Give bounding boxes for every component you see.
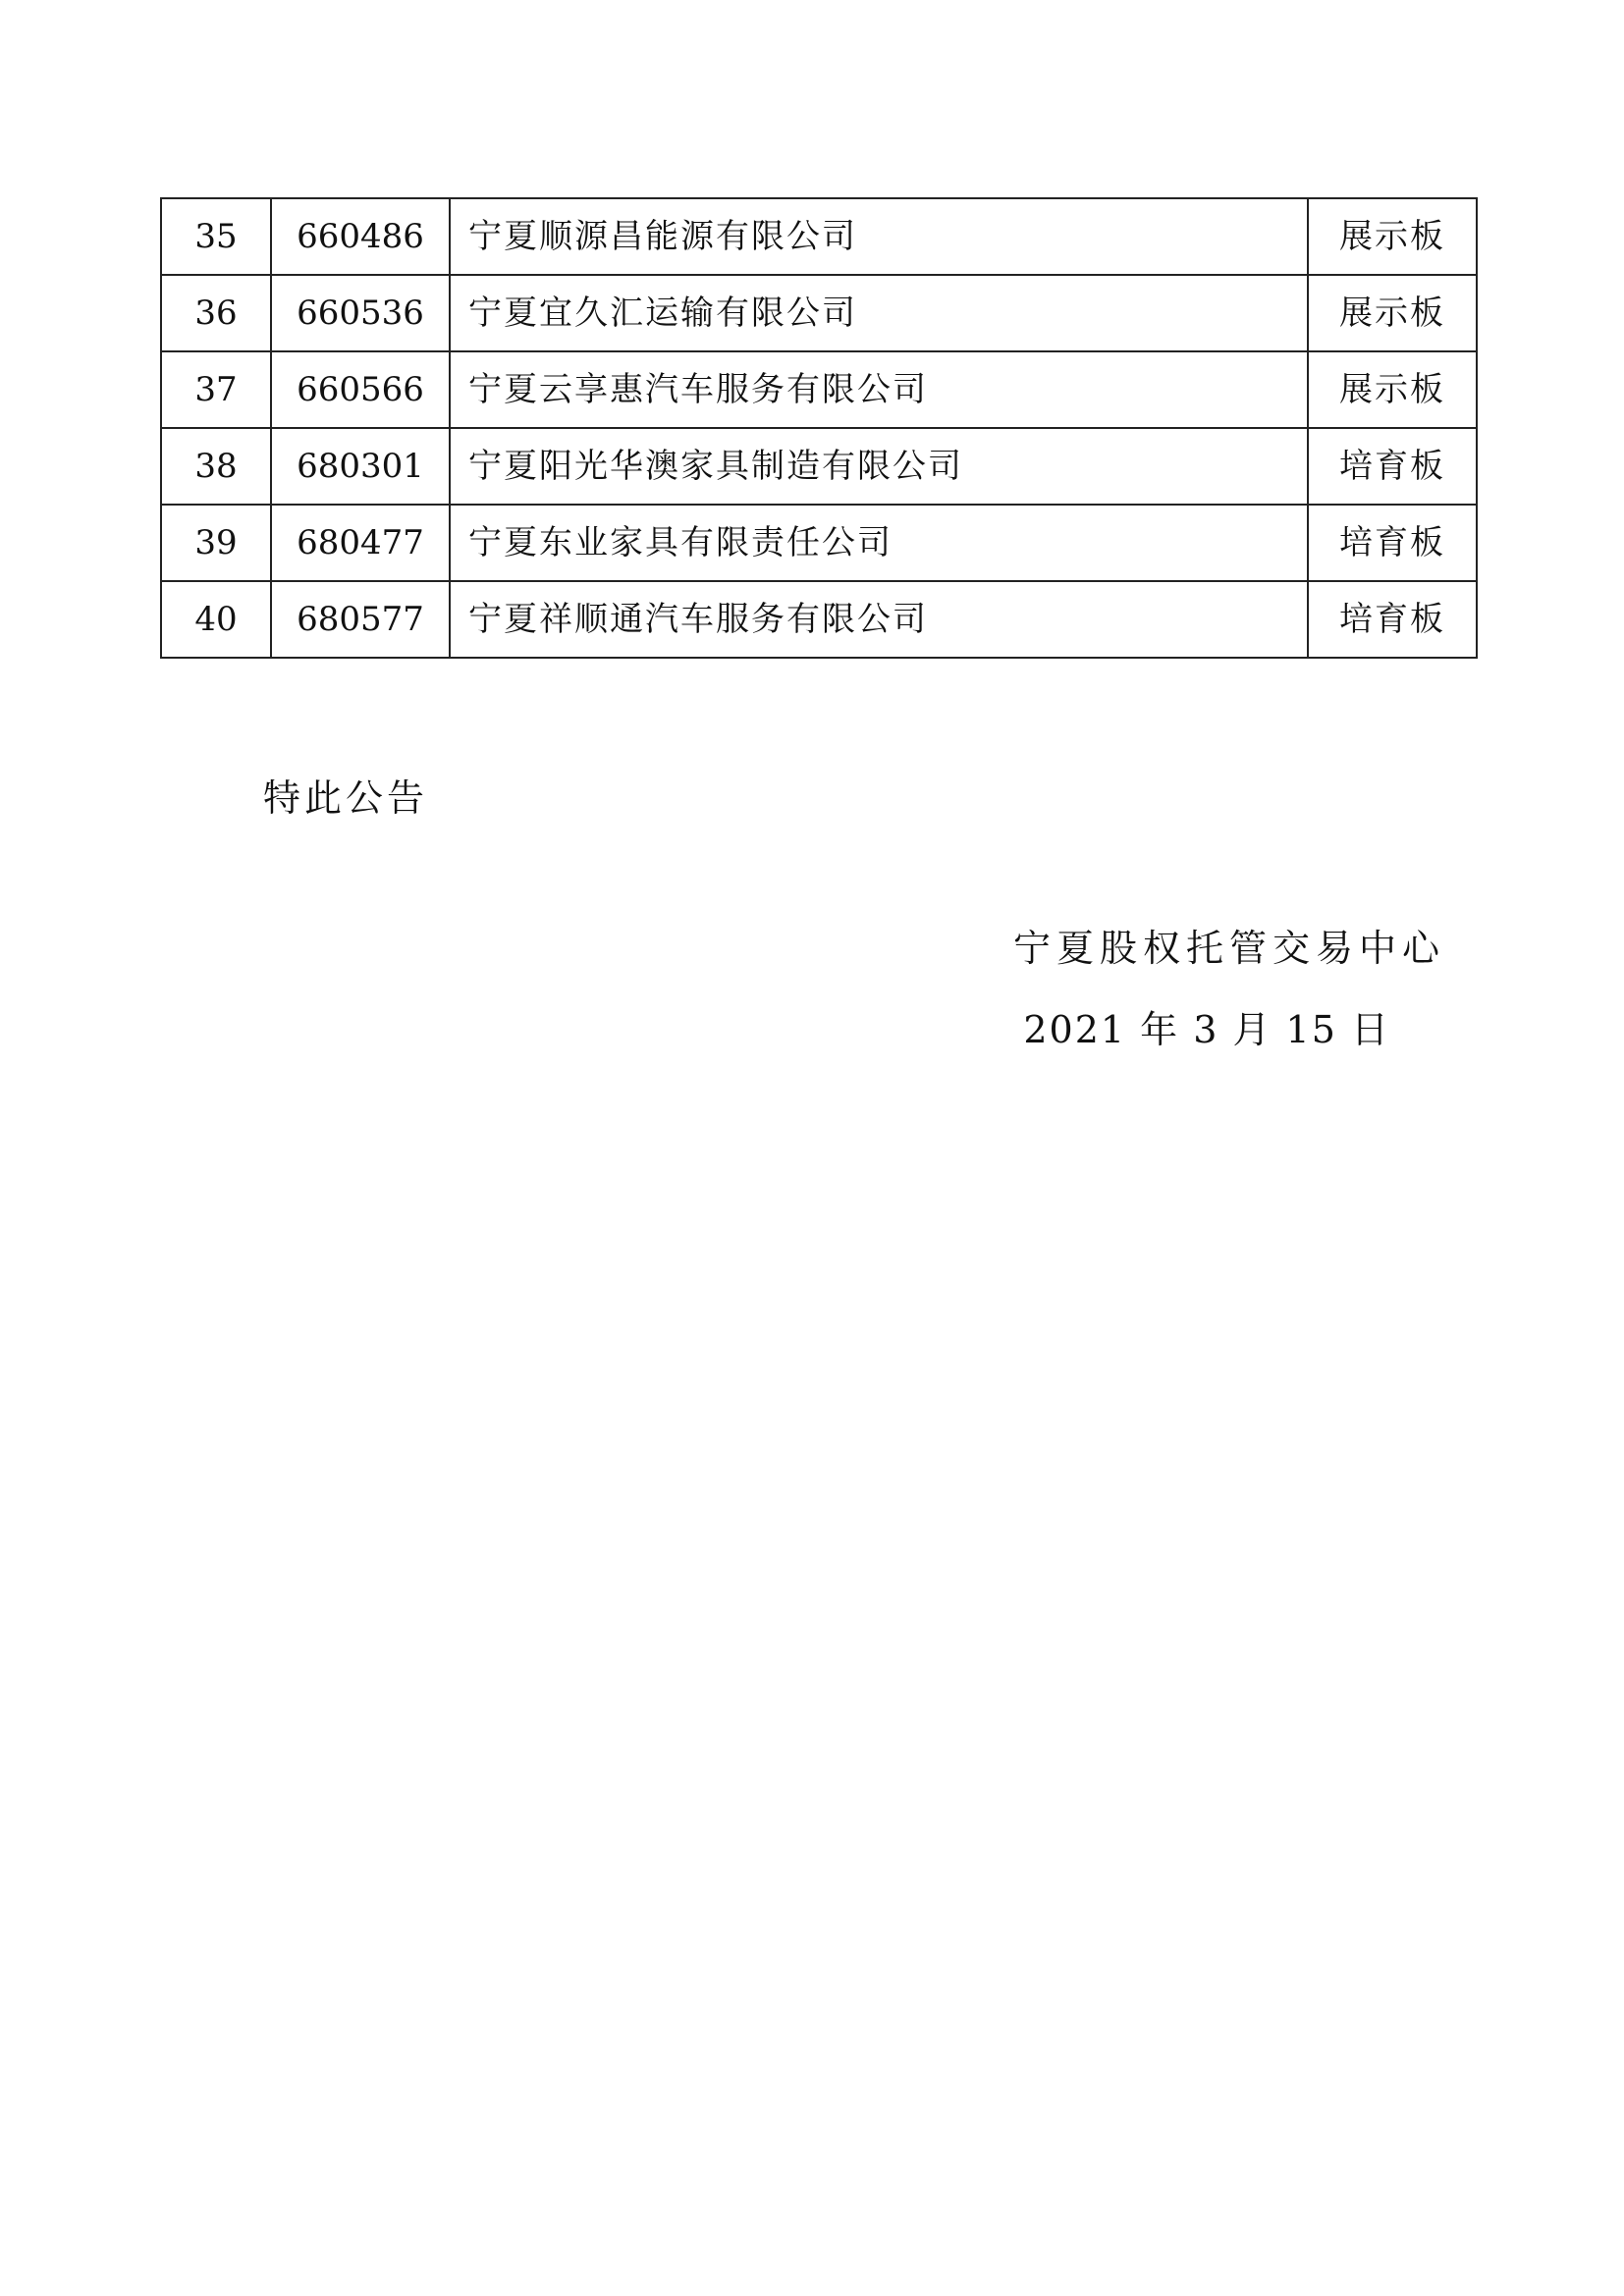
table-row xyxy=(161,581,1477,658)
row-seq: 36 xyxy=(161,275,271,351)
row-company-name: 宁夏阳光华澳家具制造有限公司 xyxy=(450,428,1308,505)
row-board: 培育板 xyxy=(1308,505,1477,581)
row-board: 展示板 xyxy=(1308,351,1477,428)
row-board: 培育板 xyxy=(1308,581,1477,658)
row-seq: 35 xyxy=(161,198,271,275)
row-board: 展示板 xyxy=(1308,198,1477,275)
table-row xyxy=(161,275,1477,351)
row-company-name: 宁夏云享惠汽车服务有限公司 xyxy=(450,351,1308,428)
row-company-name: 宁夏顺源昌能源有限公司 xyxy=(450,198,1308,275)
row-code: 680477 xyxy=(271,505,450,581)
row-seq: 38 xyxy=(161,428,271,505)
row-code: 660486 xyxy=(271,198,450,275)
row-board: 培育板 xyxy=(1308,428,1477,505)
row-board: 展示板 xyxy=(1308,275,1477,351)
issue-date: 2021 年 3 月 15 日 xyxy=(1023,1008,1390,1051)
row-seq: 39 xyxy=(161,505,271,581)
company-list-table xyxy=(160,197,1478,659)
row-company-name: 宁夏祥顺通汽车服务有限公司 xyxy=(450,581,1308,658)
table-row xyxy=(161,428,1477,505)
table-row xyxy=(161,505,1477,581)
row-code: 680577 xyxy=(271,581,450,658)
row-code: 680301 xyxy=(271,428,450,505)
row-company-name: 宁夏宜久汇运输有限公司 xyxy=(450,275,1308,351)
row-code: 660536 xyxy=(271,275,450,351)
row-code: 660566 xyxy=(271,351,450,428)
row-company-name: 宁夏东业家具有限责任公司 xyxy=(450,505,1308,581)
table-row xyxy=(161,198,1477,275)
row-seq: 40 xyxy=(161,581,271,658)
table-body xyxy=(161,198,1477,658)
row-seq: 37 xyxy=(161,351,271,428)
issuer-name: 宁夏股权托管交易中心 xyxy=(1012,927,1445,970)
notice-statement: 特此公告 xyxy=(263,776,429,820)
table-row xyxy=(161,351,1477,428)
